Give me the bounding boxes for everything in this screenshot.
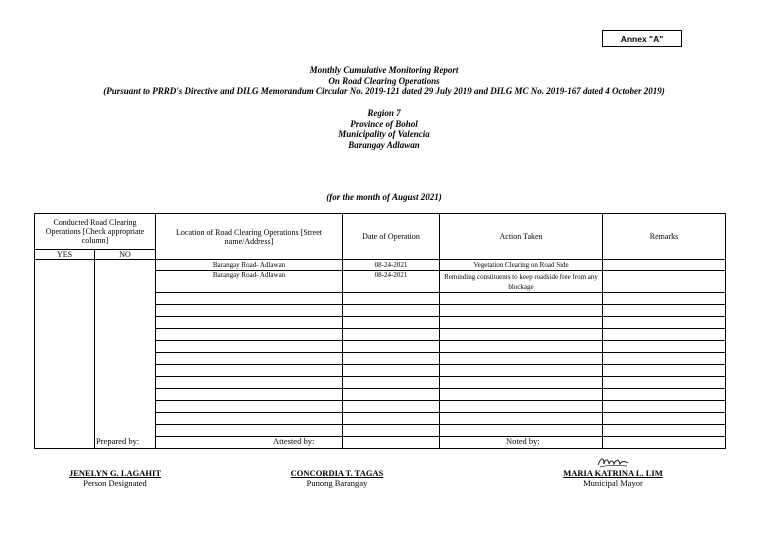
remarks-cell	[603, 341, 726, 353]
date-cell: 08-24-2021	[343, 260, 440, 271]
action-cell	[440, 353, 603, 365]
region: Region 7	[367, 108, 401, 118]
action-cell	[440, 425, 603, 437]
location-cell	[156, 341, 343, 353]
location-cell	[156, 413, 343, 425]
report-header	[0, 65, 768, 97]
location-cell	[156, 353, 343, 365]
date-cell: 08-24-2021	[343, 271, 440, 293]
date-cell	[343, 305, 440, 317]
action-cell	[440, 401, 603, 413]
annex-label: Annex "A"	[602, 30, 682, 47]
prepared-signatory	[65, 468, 165, 488]
report-title: Monthly Cumulative Monitoring Report	[309, 65, 459, 75]
col-yes: YES	[35, 250, 95, 260]
noted-name: MARIA KATRINA L. LIM	[563, 468, 663, 478]
noted-by-label: Noted by:	[506, 436, 540, 446]
report-month: (for the month of August 2021)	[326, 192, 442, 202]
attested-by-label: Attested by:	[273, 436, 315, 446]
date-cell	[343, 317, 440, 329]
attested-title: Punong Barangay	[306, 478, 368, 488]
action-cell	[440, 317, 603, 329]
date-cell	[343, 401, 440, 413]
remarks-cell	[603, 413, 726, 425]
location-cell	[156, 389, 343, 401]
operations-table	[34, 213, 726, 449]
date-cell	[343, 413, 440, 425]
table-header-row	[35, 214, 726, 250]
date-cell	[343, 437, 440, 449]
remarks-cell	[603, 329, 726, 341]
location-cell	[156, 365, 343, 377]
date-cell	[343, 425, 440, 437]
location-cell	[156, 293, 343, 305]
municipality: Municipality of Valencia	[338, 129, 430, 139]
remarks-cell	[603, 425, 726, 437]
action-cell	[440, 293, 603, 305]
date-cell	[343, 341, 440, 353]
remarks-cell	[603, 305, 726, 317]
noted-title: Municipal Mayor	[583, 478, 643, 488]
remarks-cell	[603, 271, 726, 293]
col-remarks: Remarks	[603, 214, 726, 260]
date-cell	[343, 353, 440, 365]
action-cell: Reminding constituents to keep roadside free from any blockage	[440, 271, 603, 293]
remarks-cell	[603, 401, 726, 413]
location-cell	[156, 377, 343, 389]
date-cell	[343, 329, 440, 341]
col-no: NO	[95, 250, 156, 260]
remarks-cell	[603, 377, 726, 389]
action-cell	[440, 413, 603, 425]
remarks-cell	[603, 353, 726, 365]
attested-name: CONCORDIA T. TAGAS	[290, 468, 384, 478]
location-cell	[156, 317, 343, 329]
location-cell: Barangay Road- Adlawan	[156, 271, 343, 293]
table-row	[35, 260, 726, 271]
barangay: Barangay Adlawan	[348, 139, 420, 150]
location-cell	[156, 329, 343, 341]
col-location: Location of Road Clearing Operations [Street name/Address]	[156, 214, 343, 260]
action-cell: Vegetation Clearing on Road Side	[440, 260, 603, 271]
remarks-cell	[603, 260, 726, 271]
remarks-cell	[603, 293, 726, 305]
location-cell	[156, 425, 343, 437]
col-date: Date of Operation	[343, 214, 440, 260]
action-cell	[440, 329, 603, 341]
province: Province of Bohol	[350, 118, 418, 129]
signature-mark	[596, 455, 630, 469]
col-action: Action Taken	[440, 214, 603, 260]
date-cell	[343, 293, 440, 305]
prepared-name: JENELYN G. LAGAHIT	[68, 468, 162, 478]
prepared-title: Person Designated	[83, 478, 147, 488]
no-cell	[95, 260, 156, 449]
location-cell: Barangay Road- Adlawan	[156, 260, 343, 271]
attested-signatory	[282, 468, 392, 488]
yes-cell	[35, 260, 95, 449]
col-conducted: Conducted Road Clearing Operations [Check appropriate column]	[35, 214, 156, 250]
pursuant-note: (Pursuant to PRRD's Directive and DILG Memorandum Circular No. 2019-121 dated 29 July 2019 and DILG MC No. 2019-167 dated 4 October 2019)	[103, 86, 665, 96]
action-cell	[440, 377, 603, 389]
location-cell	[156, 401, 343, 413]
remarks-cell	[603, 365, 726, 377]
location-cell	[156, 437, 343, 449]
remarks-cell	[603, 389, 726, 401]
remarks-cell	[603, 317, 726, 329]
report-subtitle: On Road Clearing Operations	[328, 75, 440, 86]
date-cell	[343, 365, 440, 377]
action-cell	[440, 305, 603, 317]
action-cell	[440, 365, 603, 377]
prepared-by-label: Prepared by:	[96, 436, 140, 446]
date-cell	[343, 389, 440, 401]
location-block	[0, 108, 768, 150]
action-cell	[440, 341, 603, 353]
action-cell	[440, 389, 603, 401]
noted-signatory	[558, 468, 668, 488]
location-cell	[156, 305, 343, 317]
date-cell	[343, 377, 440, 389]
remarks-cell	[603, 437, 726, 449]
